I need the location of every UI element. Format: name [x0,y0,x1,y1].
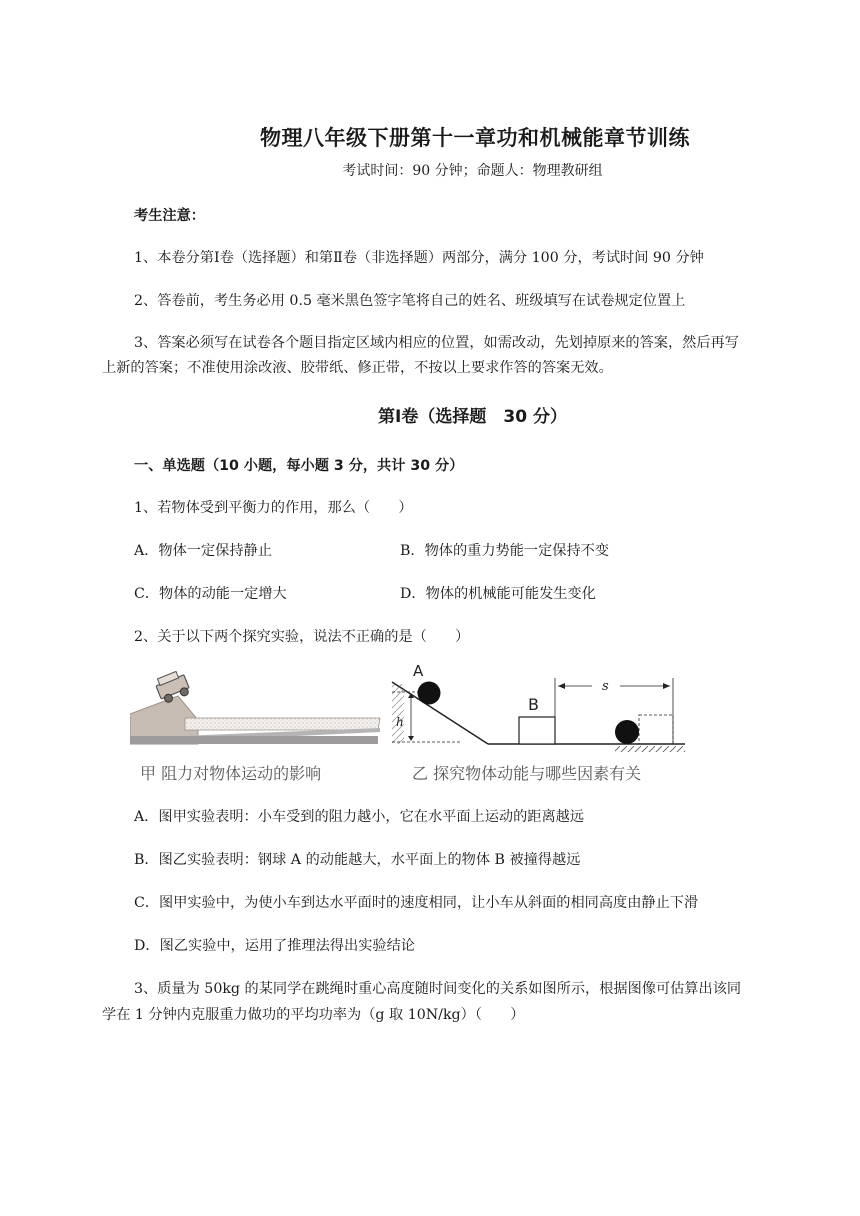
figure-a-incline [130,669,380,744]
notice-item-3: 3、答案必须写在试卷各个题目指定区域内相应的位置，如需改动，先划掉原来的答案，然后再写 [134,335,739,351]
block-b-icon [519,717,555,744]
notice-item-3-cont: 上新的答案；不准使用涂改液、胶带纸、修正带，不按以上要求作答的答案无效。 [102,360,613,376]
label-h: h [396,715,404,729]
label-s: s [602,679,609,694]
question-1-option-b: B．物体的重力势能一定保持不变 [400,543,610,559]
notice-item-1: 1、本卷分第Ⅰ卷（选择题）和第Ⅱ卷（非选择题）两部分，满分 100 分，考试时间 90 分钟 [134,250,704,266]
page-title: 物理八年级下册第十一章功和机械能章节训练 [260,126,690,150]
question-1-stem: 1、若物体受到平衡力的作用，那么（ ） [134,500,413,516]
question-2-stem: 2、关于以下两个探究实验，说法不正确的是（ ） [134,629,470,645]
ball-rolled-icon [615,720,639,744]
figure-caption-right: 乙 探究物体动能与哪些因素有关 [412,764,642,783]
question-3-stem-line1: 3、质量为 50kg 的某同学在跳绳时重心高度随时间变化的关系如图所示，根据图像可估算出该同 [134,981,742,997]
label-a: A [413,662,424,680]
question-2-option-c: C．图甲实验中，为使小车到达水平面时的速度相同，让小车从斜面的相同高度由静止下滑 [134,895,699,911]
question-1-option-a: A．物体一定保持静止 [134,543,272,559]
question-2-option-a: A．图甲实验表明：小车受到的阻力越小，它在水平面上运动的距离越远 [134,809,585,825]
question-1-option-c: C．物体的动能一定增大 [134,586,287,602]
section-title: 第Ⅰ卷（选择题 30 分） [378,407,567,427]
question-1-option-d: D．物体的机械能可能发生变化 [400,586,596,602]
experiment-diagram [130,662,690,758]
part-heading: 一、单选题（10 小题，每小题 3 分，共计 30 分） [134,458,464,474]
experiment-figure [130,662,690,786]
exam-info: 考试时间：90 分钟；命题人：物理教研组 [342,163,603,179]
cart-icon [154,669,192,704]
figure-b-setup [392,662,685,752]
notice-item-2: 2、答卷前，考生务必用 0.5 毫米黑色签字笔将自己的姓名、班级填写在试卷规定位置上 [134,293,686,309]
label-b: B [528,695,539,714]
figure-caption-left: 甲 阻力对物体运动的影响 [140,764,322,783]
question-2-option-d: D．图乙实验中，运用了推理法得出实验结论 [134,938,415,954]
question-2-option-b: B．图乙实验表明：钢球 A 的动能越大，水平面上的物体 B 被撞得越远 [134,852,581,868]
ball-a-icon [418,682,441,705]
question-3-stem-line2: 学在 1 分钟内克服重力做功的平均功率为（g 取 10N/kg）（ ） [102,1007,525,1023]
notice-heading: 考生注意： [134,208,205,224]
